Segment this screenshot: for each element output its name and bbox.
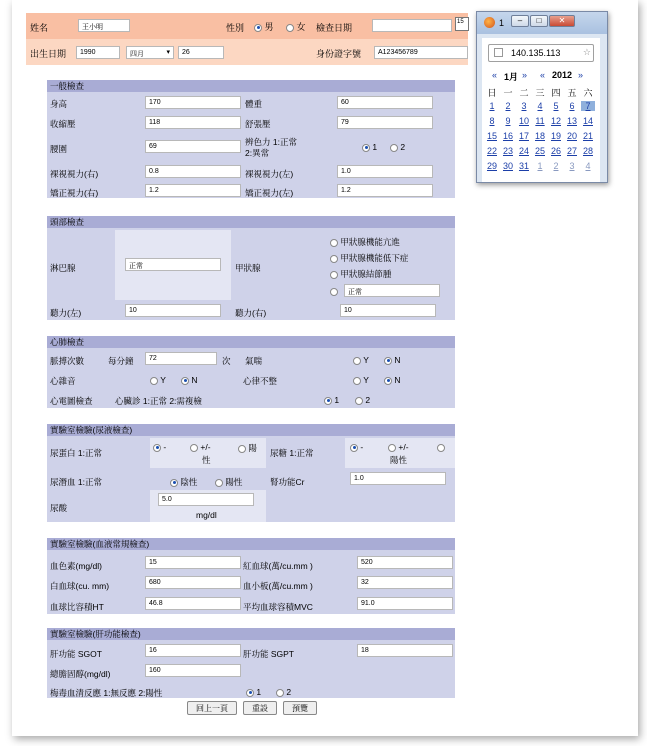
platelet-input[interactable]: 32 <box>357 576 453 589</box>
ecg-radio-2[interactable] <box>355 397 363 405</box>
ecg-opt2-text: 2 <box>365 395 371 405</box>
thyroid-radio-other[interactable] <box>330 288 338 296</box>
sugar-positive-radio[interactable] <box>437 444 445 452</box>
waist-label: 腰圍 <box>50 144 68 154</box>
wheeze-yes-text: Y <box>363 355 369 365</box>
birth-month-select[interactable] <box>126 46 174 59</box>
calendar-day[interactable]: 3 <box>569 161 575 171</box>
syphilis-option-1[interactable] <box>246 687 261 697</box>
hemoglobin-input[interactable]: 15 <box>145 556 241 569</box>
murmur-yes-text: Y <box>160 375 166 385</box>
header-row-2 <box>26 39 468 65</box>
corrected-right-label: 矯正視力(右) <box>50 188 99 198</box>
year-label: 2012 <box>552 70 573 80</box>
blood-negative-option[interactable] <box>170 476 197 488</box>
weekday-header: 日 <box>487 88 497 98</box>
chevron-down-icon: ▾ <box>166 49 170 56</box>
prev-month-link[interactable]: « <box>492 70 498 80</box>
thyroid-option-hyper-text: 甲狀腺機能亢進 <box>340 237 400 247</box>
calendar-body <box>482 38 600 183</box>
hemoglobin-label: 血色素(mg/dl) <box>50 561 102 571</box>
systolic-label: 收縮壓 <box>50 119 76 129</box>
blood-positive-text: 陽性 <box>225 477 243 487</box>
calendar-day[interactable]: 31 <box>518 161 529 171</box>
calendar-day[interactable]: 10 <box>518 116 529 126</box>
blood-negative-radio[interactable] <box>170 479 178 487</box>
sugar-plusminus-text: +/- <box>398 442 409 452</box>
ecg-opt1-text: 1 <box>334 395 340 405</box>
uric-acid-label: 尿酸 <box>50 503 68 513</box>
calendar-day[interactable]: 19 <box>550 131 561 141</box>
creatinine-input[interactable]: 1.0 <box>350 472 446 485</box>
blood-positive-radio[interactable] <box>215 479 223 487</box>
arrhythmia-yes-option[interactable] <box>353 375 369 385</box>
gender-female-option[interactable] <box>286 20 306 33</box>
color-vision-option-2[interactable] <box>390 142 405 152</box>
height-label: 身高 <box>50 99 68 109</box>
calendar-day[interactable]: 9 <box>505 116 511 126</box>
sugar-plusminus-suffix: 陽性 <box>390 455 408 465</box>
diastolic-label: 舒張壓 <box>245 119 271 129</box>
calendar-day[interactable]: 30 <box>502 161 513 171</box>
bookmark-star-icon[interactable]: ☆ <box>582 47 591 57</box>
hematocrit-label: 血球比容積HT <box>50 602 104 612</box>
header-row-1 <box>26 13 468 39</box>
thyroid-option-other[interactable] <box>330 286 338 296</box>
firefox-icon <box>484 17 495 28</box>
arrhythmia-yes-radio[interactable] <box>353 377 361 385</box>
hearing-right-input[interactable]: 10 <box>340 304 436 317</box>
protein-plusminus-suffix: 性 <box>202 455 211 465</box>
hearing-left-label: 聽力(左) <box>50 308 82 318</box>
protein-plusminus-option[interactable] <box>190 442 211 452</box>
weekday-header: 二 <box>519 88 529 98</box>
blood-title: 實驗室檢驗(血液常規檢查) <box>47 538 455 550</box>
calendar-day[interactable]: 6 <box>569 101 575 111</box>
sugar-minus-text: - <box>360 442 364 452</box>
arrhythmia-no-text: N <box>394 375 401 385</box>
prev-year-link[interactable]: « <box>540 70 546 80</box>
close-button[interactable]: ✕ <box>549 15 575 27</box>
lymph-input[interactable]: 正常 <box>125 258 221 271</box>
uric-acid-unit: mg/dl <box>196 510 217 520</box>
naked-left-input[interactable]: 1.0 <box>337 165 433 178</box>
gender-female-radio[interactable] <box>286 24 294 32</box>
wheeze-no-text: N <box>394 355 401 365</box>
arrhythmia-label: 心律不整 <box>243 376 278 386</box>
calendar-day[interactable]: 18 <box>534 131 545 141</box>
weekday-header: 三 <box>535 88 545 98</box>
calendar-day[interactable]: 27 <box>566 146 577 156</box>
exam-date-label: 檢查日期 <box>316 23 353 33</box>
thyroid-label: 甲狀腺 <box>235 263 261 273</box>
reset-button[interactable]: 重設 <box>243 701 277 715</box>
weekday-header: 六 <box>583 88 593 98</box>
naked-left-label: 裸視視力(左) <box>245 169 294 179</box>
calendar-day[interactable]: 29 <box>486 161 497 171</box>
thyroid-option-hyper[interactable] <box>330 236 400 248</box>
cholesterol-label: 總膽固醇(mg/dl) <box>50 669 111 679</box>
diastolic-input[interactable]: 79 <box>337 116 433 129</box>
calendar-day[interactable]: 2 <box>505 101 511 111</box>
thyroid-option-hypo-text: 甲狀腺機能低下症 <box>340 253 409 263</box>
pulse-label: 脈搏次數 <box>50 356 85 366</box>
protein-minus-text: - <box>163 442 167 452</box>
systolic-input[interactable]: 118 <box>145 116 241 129</box>
color-vision-label-2: 2:異常 <box>245 148 270 158</box>
next-month-link[interactable]: » <box>522 70 528 80</box>
calendar-day[interactable]: 1 <box>489 101 495 111</box>
syphilis-opt2-text: 2 <box>286 687 292 697</box>
murmur-label: 心雜音 <box>50 376 76 386</box>
protein-plusminus-text: +/- <box>200 442 211 452</box>
per-minute-label: 每分鐘 <box>108 356 134 366</box>
hearing-right-label: 聽力(右) <box>235 308 267 318</box>
wheeze-yes-option[interactable] <box>353 355 369 365</box>
calendar-popup-window <box>476 11 608 183</box>
syphilis-option-2[interactable] <box>276 687 291 697</box>
protein-plusminus-radio[interactable] <box>190 444 198 452</box>
sugar-minus-option[interactable] <box>350 442 363 452</box>
rbc-input[interactable]: 520 <box>357 556 453 569</box>
calendar-day[interactable]: 24 <box>518 146 529 156</box>
birth-year-input[interactable]: 1990 <box>76 46 120 59</box>
calendar-day[interactable]: 14 <box>582 116 593 126</box>
arrhythmia-yes-text: Y <box>363 375 369 385</box>
murmur-yes-option[interactable] <box>150 375 166 385</box>
birth-date-label: 出生日期 <box>30 49 67 59</box>
urine-sugar-label: 尿糖 1:正常 <box>270 448 314 458</box>
sgot-input[interactable]: 16 <box>145 644 241 657</box>
calendar-day[interactable]: 4 <box>585 161 591 171</box>
gender-female-text: 女 <box>296 22 306 32</box>
sugar-plusminus-option[interactable] <box>388 442 409 452</box>
mcv-input[interactable]: 91.0 <box>357 597 453 610</box>
wheeze-label: 氣喘 <box>245 356 263 366</box>
ecg-note: 心臟診 1:正常 2:需複檢 <box>115 396 202 406</box>
weekday-header: 四 <box>551 88 561 98</box>
maximize-button[interactable]: □ <box>530 15 548 27</box>
head-exam-title: 頭部檢查 <box>47 216 455 228</box>
wheeze-yes-radio[interactable] <box>353 357 361 365</box>
thyroid-option-nodule[interactable] <box>330 268 391 280</box>
weekday-header: 五 <box>567 88 577 98</box>
thyroid-radio-hypo[interactable] <box>330 255 338 263</box>
liver-title: 實驗室檢驗(肝功能檢查) <box>47 628 455 640</box>
murmur-no-option[interactable] <box>181 375 198 385</box>
weekday-header: 一 <box>503 88 513 98</box>
patient-header <box>26 13 468 65</box>
gender-male-text: 男 <box>264 22 274 32</box>
syphilis-label: 梅毒血清反應 1:無反應 2:陽性 <box>50 688 163 698</box>
thyroid-other-input[interactable]: 正常 <box>344 284 440 297</box>
syphilis-opt1-text: 1 <box>256 687 262 697</box>
gender-male-option[interactable] <box>254 20 274 33</box>
wheeze-no-radio[interactable] <box>384 357 392 365</box>
calendar-day[interactable]: 13 <box>566 116 577 126</box>
calendar-day[interactable]: 1 <box>537 161 543 171</box>
thyroid-option-hypo[interactable] <box>330 252 408 264</box>
name-input[interactable]: 王小明 <box>78 19 130 32</box>
calendar-titlebar <box>477 12 607 34</box>
ecg-label: 心電圖檢查 <box>50 396 93 406</box>
calendar-day[interactable]: 23 <box>502 146 513 156</box>
url-bar[interactable] <box>488 44 594 62</box>
corrected-right-input[interactable]: 1.2 <box>145 184 241 197</box>
sgpt-label: 肝功能 SGPT <box>243 649 295 659</box>
height-input[interactable]: 170 <box>145 96 241 109</box>
calendar-day[interactable]: 25 <box>534 146 545 156</box>
minimize-button[interactable]: – <box>511 15 529 27</box>
hearing-left-input[interactable]: 10 <box>125 304 221 317</box>
calendar-day[interactable]: 11 <box>535 116 545 126</box>
pulse-input[interactable]: 72 <box>145 352 217 365</box>
protein-positive-text: 陽 <box>248 443 257 453</box>
protein-minus-option[interactable] <box>153 442 166 452</box>
calendar-day[interactable]: 20 <box>566 131 577 141</box>
calendar-picker-icon[interactable]: 15 <box>455 17 469 31</box>
calendar-day[interactable]: 12 <box>550 116 561 126</box>
arrhythmia-no-radio[interactable] <box>384 377 392 385</box>
cholesterol-input[interactable]: 160 <box>145 664 241 677</box>
corrected-left-input[interactable]: 1.2 <box>337 184 433 197</box>
rbc-label: 紅血球(萬/cu.mm ) <box>243 561 313 571</box>
blood-negative-text: 陰性 <box>180 477 198 487</box>
naked-right-label: 裸視視力(右) <box>50 169 99 179</box>
window-tab-number: 1 <box>499 18 505 28</box>
heart-lung-section <box>47 336 455 408</box>
calendar-day[interactable]: 4 <box>537 101 543 111</box>
gender-male-radio[interactable] <box>254 24 262 32</box>
color-vision-option-1[interactable] <box>362 142 377 152</box>
platelet-label: 血小板(萬/cu.mm ) <box>243 581 313 591</box>
murmur-no-text: N <box>191 375 198 385</box>
calendar-day[interactable]: 8 <box>489 116 495 126</box>
calendar-day[interactable]: 21 <box>582 131 593 141</box>
id-input[interactable]: A123456789 <box>374 46 468 59</box>
calendar-day[interactable]: 22 <box>486 146 497 156</box>
waist-input[interactable]: 69 <box>145 140 241 153</box>
arrhythmia-no-option[interactable] <box>384 375 401 385</box>
calendar-day[interactable]: 15 <box>486 131 497 141</box>
color-vision-opt1-text: 1 <box>372 142 378 152</box>
calendar-day[interactable]: 5 <box>553 101 559 111</box>
calendar-day[interactable]: 17 <box>518 131 529 141</box>
protein-minus-radio[interactable] <box>153 444 161 452</box>
calendar-day[interactable]: 3 <box>521 101 527 111</box>
mcv-label: 平均血球容積MVC <box>243 602 313 612</box>
preview-button[interactable]: 預覽 <box>283 701 317 715</box>
thyroid-option-nodule-text: 甲狀腺結節腫 <box>340 269 392 279</box>
calendar-day[interactable]: 7 <box>581 101 595 111</box>
heart-lung-title: 心肺檢查 <box>47 336 455 348</box>
urine-protein-label: 尿蛋白 1:正常 <box>50 448 102 458</box>
month-label: 1月 <box>504 72 519 82</box>
syphilis-radio-2[interactable] <box>276 689 284 697</box>
uric-acid-input[interactable]: 5.0 <box>158 493 254 506</box>
protein-positive-radio[interactable] <box>238 445 246 453</box>
color-vision-radio-2[interactable] <box>390 144 398 152</box>
page-icon <box>494 48 503 57</box>
ecg-radio-1[interactable] <box>324 397 332 405</box>
url-text: 140.135.113 <box>511 48 561 58</box>
murmur-yes-radio[interactable] <box>150 377 158 385</box>
syphilis-radio-1[interactable] <box>246 689 254 697</box>
sgpt-input[interactable]: 18 <box>357 644 453 657</box>
weight-input[interactable]: 60 <box>337 96 433 109</box>
color-vision-radio-1[interactable] <box>362 144 370 152</box>
sugar-positive-option[interactable] <box>437 442 445 452</box>
color-vision-label-1: 辨色力 1:正常 <box>245 137 297 147</box>
exam-date-input[interactable] <box>372 19 452 32</box>
sugar-plusminus-radio[interactable] <box>388 444 396 452</box>
wbc-input[interactable]: 680 <box>145 576 241 589</box>
wheeze-no-option[interactable] <box>384 355 401 365</box>
times-label: 次 <box>222 356 231 366</box>
murmur-no-radio[interactable] <box>181 377 189 385</box>
corrected-left-label: 矯正視力(左) <box>245 188 294 198</box>
gender-label: 性別 <box>226 23 245 33</box>
sugar-minus-radio[interactable] <box>350 444 358 452</box>
calendar-day[interactable]: 16 <box>502 131 513 141</box>
back-button[interactable]: 回上一頁 <box>187 701 237 715</box>
color-vision-opt2-text: 2 <box>400 142 406 152</box>
birth-day-input[interactable]: 26 <box>178 46 224 59</box>
urine-title: 實驗室檢驗(尿液檢查) <box>47 424 455 436</box>
sgot-label: 肝功能 SGOT <box>50 649 102 659</box>
blood-positive-option[interactable] <box>215 476 242 488</box>
general-exam-title: 一般檢查 <box>47 80 455 92</box>
ecg-option-2[interactable] <box>355 395 370 405</box>
naked-right-input[interactable]: 0.8 <box>145 165 241 178</box>
weight-label: 體重 <box>245 99 263 109</box>
name-label: 姓名 <box>30 23 49 33</box>
hematocrit-input[interactable]: 46.8 <box>145 597 241 610</box>
calendar-day[interactable]: 26 <box>550 146 561 156</box>
thyroid-radio-nodule[interactable] <box>330 271 338 279</box>
thyroid-radio-hyper[interactable] <box>330 239 338 247</box>
ecg-option-1[interactable] <box>324 395 339 405</box>
calendar-day[interactable]: 2 <box>553 161 559 171</box>
wbc-label: 白血球(cu. mm) <box>50 581 110 591</box>
protein-positive-option[interactable] <box>238 442 257 454</box>
lymph-label: 淋巴腺 <box>50 263 76 273</box>
creatinine-label: 腎功能Cr <box>270 477 305 487</box>
urine-blood-label: 尿潛血 1:正常 <box>50 477 102 487</box>
next-year-link[interactable]: » <box>578 70 584 80</box>
birth-month-value: 四月 <box>130 51 144 58</box>
id-label: 身份證字號 <box>316 49 362 59</box>
calendar-day[interactable]: 28 <box>582 146 593 156</box>
